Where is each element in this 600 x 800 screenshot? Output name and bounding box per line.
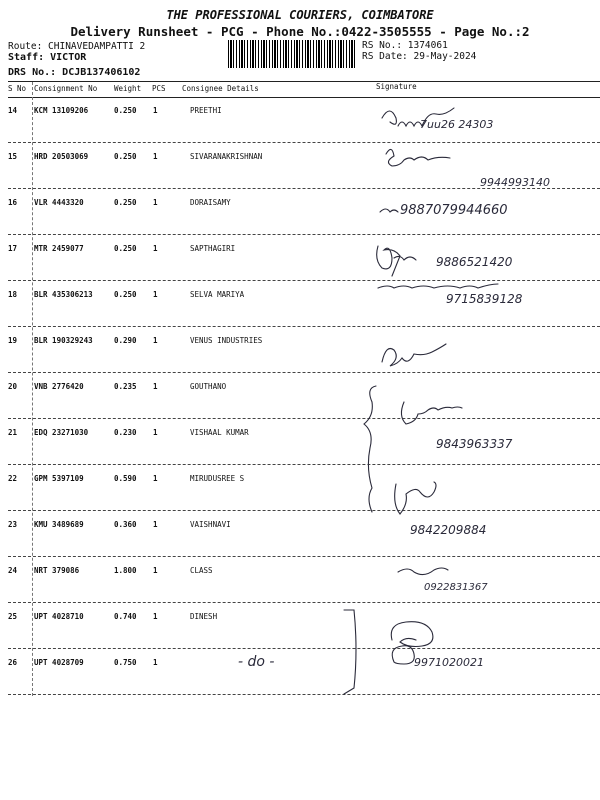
cell-consignee: PREETHI	[190, 106, 222, 115]
rs-date: RS Date: 29-May-2024	[362, 51, 477, 62]
handwritten-phone: 7uu26 24303	[420, 118, 494, 131]
cell-consignment: MTR 2459077	[34, 244, 84, 253]
cell-consignee: SELVA MARIYA	[190, 290, 245, 299]
signature-scribble	[386, 149, 450, 166]
bracket-mark	[364, 386, 376, 512]
cell-consignment: HRD 20503069	[34, 152, 89, 161]
col-header-pcs: PCS	[152, 84, 166, 93]
cell-weight: 0.250	[114, 106, 137, 115]
cell-consignment: BLR 190329243	[34, 336, 93, 345]
signature-scribble	[382, 344, 446, 366]
cell-consignee: DINESH	[190, 612, 218, 621]
company-title: THE PROFESSIONAL COURIERS, COIMBATORE	[166, 8, 434, 22]
signature-scribble	[391, 622, 433, 647]
cell-consignee: SIVARANAKRISHNAN	[190, 152, 263, 161]
cell-weight: 0.360	[114, 520, 137, 529]
cell-pcs: 1	[153, 336, 158, 345]
runsheet-subtitle: Delivery Runsheet - PCG - Phone No.:0422-3505555 - Page No.:2	[70, 24, 530, 39]
cell-consignment: UPT 4028710	[34, 612, 84, 621]
cell-sno: 14	[8, 106, 18, 115]
cell-sno: 22	[8, 474, 18, 483]
signature-scribble	[395, 482, 436, 514]
cell-weight: 0.740	[114, 612, 137, 621]
signature-scribble	[401, 402, 462, 424]
cell-consignee: DORAISAMY	[190, 198, 231, 207]
route-label: Route: CHINAVEDAMPATTI 2	[8, 41, 146, 52]
cell-pcs: 1	[153, 152, 158, 161]
handwritten-phone: 9843963337	[436, 437, 513, 451]
signature-scribble	[380, 209, 398, 212]
cell-sno: 19	[8, 336, 18, 345]
cell-consignment: NRT 379086	[34, 566, 80, 575]
cell-weight: 0.230	[114, 428, 137, 437]
cell-pcs: 1	[153, 198, 158, 207]
cell-pcs: 1	[153, 474, 158, 483]
cell-weight: 1.800	[114, 566, 137, 575]
handwritten-phone: 0922831367	[424, 582, 488, 593]
cell-weight: 0.250	[114, 244, 137, 253]
signature-scribble	[378, 284, 498, 288]
handwritten-phone: 9715839128	[446, 292, 523, 306]
cell-pcs: 1	[153, 244, 158, 253]
col-header-consignee: Consignee Details	[182, 84, 259, 93]
cell-sno: 25	[8, 612, 18, 621]
cell-sno: 23	[8, 520, 18, 529]
cell-sno: 18	[8, 290, 18, 299]
cell-pcs: 1	[153, 428, 158, 437]
cell-consignee: VENUS INDUSTRIES	[190, 336, 263, 345]
drs-number: DRS No.: DCJB137406102	[8, 67, 141, 78]
rs-number: RS No.: 1374061	[362, 40, 448, 51]
cell-consignment: VLR 4443320	[34, 198, 84, 207]
cell-pcs: 1	[153, 612, 158, 621]
cell-weight: 0.235	[114, 382, 137, 391]
cell-consignee: VAISHNAVI	[190, 520, 231, 529]
cell-sno: 20	[8, 382, 18, 391]
cell-weight: 0.750	[114, 658, 137, 667]
cell-sno: 24	[8, 566, 18, 575]
col-header-consignment: Consignment No	[34, 84, 98, 93]
col-header-signature: Signature	[376, 82, 417, 91]
handwritten-phone: 9944993140	[480, 176, 550, 189]
signature-scribble	[377, 246, 416, 276]
cell-sno: 15	[8, 152, 18, 161]
cell-weight: 0.590	[114, 474, 137, 483]
cell-sno: 17	[8, 244, 18, 253]
signature-scribble	[398, 568, 448, 575]
handwritten-phone: 9842209884	[410, 523, 487, 537]
cell-consignment: KCM 13109206	[34, 106, 89, 115]
cell-pcs: 1	[153, 290, 158, 299]
cell-consignee: SAPTHAGIRI	[190, 244, 236, 253]
col-header-weight: Weight	[114, 84, 142, 93]
cell-consignment: UPT 4028709	[34, 658, 84, 667]
cell-weight: 0.250	[114, 290, 137, 299]
col-header-sno: S No	[8, 84, 27, 93]
cell-consignee: MIRUDUSREE S	[190, 474, 245, 483]
cell-pcs: 1	[153, 520, 158, 529]
cell-weight: 0.290	[114, 336, 137, 345]
cell-consignment: GPM 5397109	[34, 474, 84, 483]
cell-sno: 26	[8, 658, 18, 667]
handwritten-phone: 9886521420	[436, 255, 513, 269]
cell-consignee: CLASS	[190, 566, 213, 575]
staff-label: Staff: VICTOR	[8, 52, 87, 63]
handwritten-phone: 9971020021	[414, 656, 484, 669]
ditto-mark: - do -	[238, 654, 275, 670]
signature-scribble	[392, 646, 414, 664]
cell-consignee: GOUTHANO	[190, 382, 227, 391]
cell-pcs: 1	[153, 658, 158, 667]
cell-consignment: BLR 435306213	[34, 290, 93, 299]
cell-sno: 16	[8, 198, 18, 207]
cell-pcs: 1	[153, 382, 158, 391]
handwritten-phone: 9887079944660	[400, 203, 508, 218]
cell-consignment: KMU 3489689	[34, 520, 84, 529]
cell-sno: 21	[8, 428, 18, 437]
cell-pcs: 1	[153, 106, 158, 115]
cell-consignment: EDQ 23271030	[34, 428, 89, 437]
cell-pcs: 1	[153, 566, 158, 575]
bracket-mark	[344, 610, 356, 694]
cell-consignment: VNB 2776420	[34, 382, 84, 391]
cell-weight: 0.250	[114, 152, 137, 161]
cell-consignee: VISHAAL KUMAR	[190, 428, 249, 437]
cell-weight: 0.250	[114, 198, 137, 207]
